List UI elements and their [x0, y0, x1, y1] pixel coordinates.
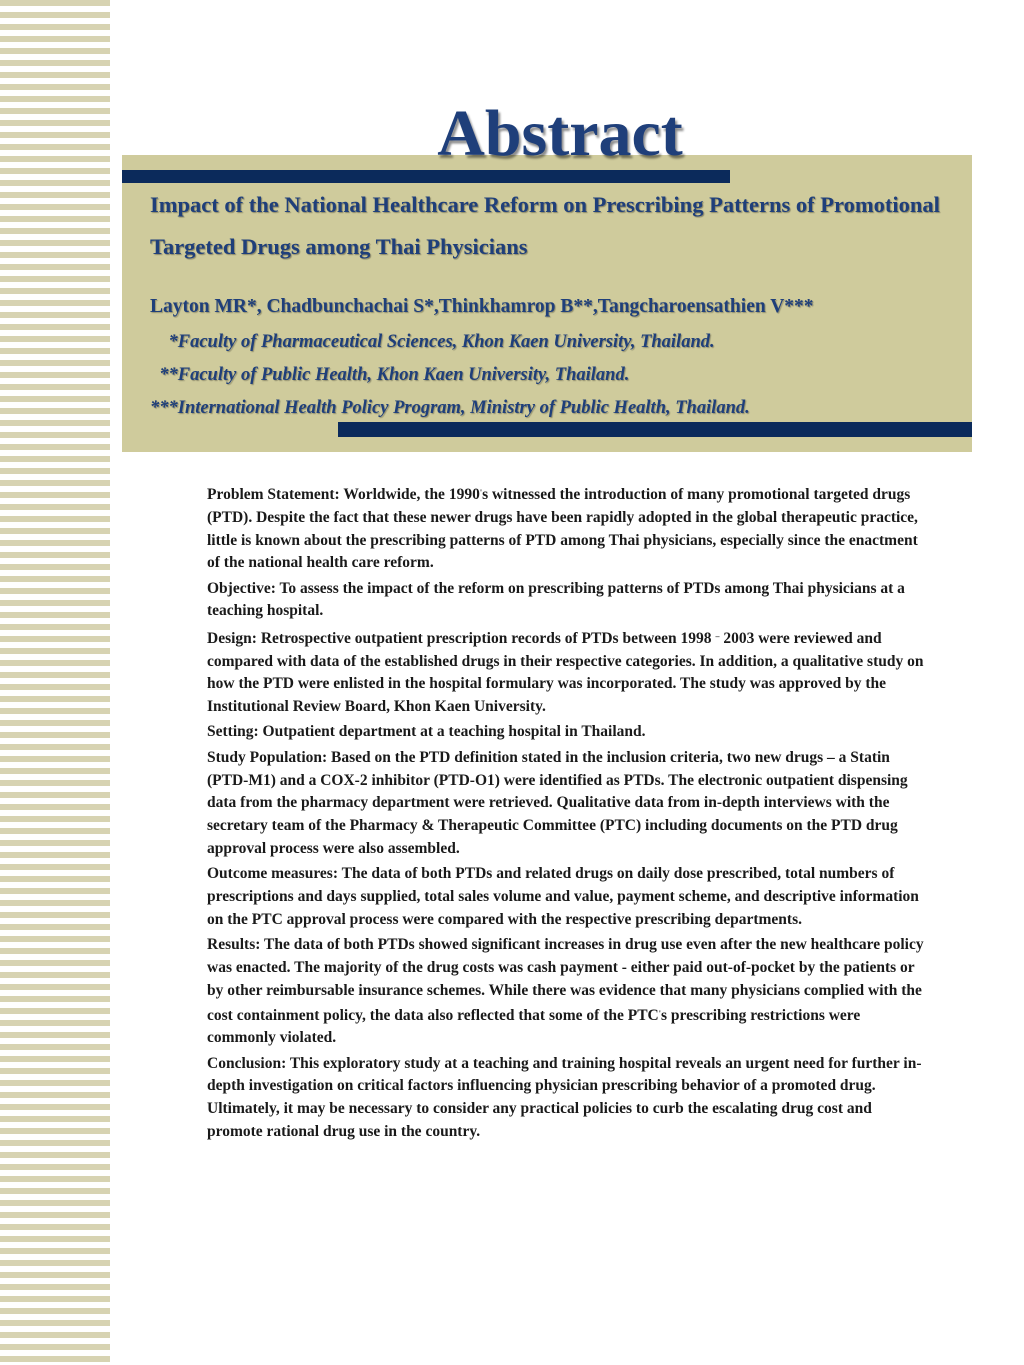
- section-design: [207, 626, 927, 719]
- affiliation-2: **Faculty of Public Health, Khon Kaen University, Thailand.: [150, 365, 630, 385]
- section-text: Worldwide, the 1990: [343, 486, 480, 503]
- section-setting: [207, 721, 927, 744]
- section-label: Objective:: [207, 579, 280, 597]
- section-text: The data of both PTDs and related drugs on daily dose prescribed, total numbers of prescriptions and days supplied, total sales volume and value, payment scheme, and descriptive information on the PTC approval process were compared with the respective prescribing departments.: [207, 865, 919, 928]
- page-title: Abstract: [437, 97, 683, 170]
- section-label: Conclusion:: [207, 1054, 290, 1072]
- decorative-bar-bottom: [338, 422, 972, 437]
- section-label: Outcome measures:: [207, 865, 342, 883]
- section-text: s witnessed the introduction of many promotional targeted drugs (PTD). Despite the fact that these newer drugs have been rapidly adopted in the global therapeutic practice, little is known about the prescribing patterns of PTD among Thai physicians, especially since the enactment of the national health care reform.: [207, 486, 918, 572]
- paper-title: Impact of the National Healthcare Reform on Prescribing Patterns of Promotional Targeted Drugs among Thai Physicians: [150, 192, 940, 259]
- section-label: Study Population:: [207, 748, 332, 766]
- section-text: This exploratory study at a teaching and training hospital reveals an urgent need for further in-depth investigation on critical factors influencing physician prescribing behavior of a promoted drug. Ultimately, it may be necessary to consider any practical policies to curb the escalating drug cost and promote rational drug use in the country.: [207, 1054, 922, 1141]
- section-problem-statement: [207, 482, 927, 575]
- section-label: Results:: [207, 936, 264, 954]
- section-study-population: [207, 747, 927, 861]
- apostrophe-mark: ': [658, 1008, 661, 1018]
- section-results: [207, 934, 927, 1050]
- section-text: The data of both PTDs showed significant increases in drug use even after the new healthcare policy was enacted. The majority of the drug costs was cash payment - either paid out-of-pocket by the patients or by other reimbursable insurance schemes. While there was evidence that many physicians complied with the cost containment policy, the data also reflected that some of the PTC: [207, 936, 924, 1024]
- section-text: s prescribing restrictions were commonly violated.: [207, 1006, 861, 1047]
- section-text: Retrospective outpatient prescription records of PTDs between 1998: [260, 629, 716, 647]
- section-objective: [207, 578, 927, 624]
- dash-mark: –: [715, 631, 720, 641]
- section-outcome-measures: [207, 863, 927, 931]
- section-text: Outpatient department at a teaching hospital in Thailand.: [262, 723, 646, 741]
- apostrophe-mark: ': [479, 488, 483, 497]
- section-text: To assess the impact of the reform on prescribing patterns of PTDs among Thai physicians at a teaching hospital.: [207, 579, 905, 620]
- section-label: Setting:: [207, 723, 263, 741]
- affiliation-3: ***International Health Policy Program, Ministry of Public Health, Thailand.: [150, 398, 750, 418]
- abstract-body: [207, 482, 927, 1146]
- section-text: 2003 were reviewed and compared with data of the established drugs in their respective categories. In addition, a qualitative study on how the PTD were enlisted in the hospital formulary was incorporated. The study was approved by the Institutional Review Board, Khon Kaen University.: [207, 629, 924, 716]
- section-label: Design:: [207, 629, 261, 647]
- section-conclusion: [207, 1053, 927, 1144]
- authors: Layton MR*, Chadbunchachai S*,Thinkhamrop B**,Tangcharoensathien V***: [150, 296, 814, 317]
- section-label: Problem Statement:: [207, 486, 344, 503]
- affiliation-1: *Faculty of Pharmaceutical Sciences, Khon Kaen University, Thailand.: [150, 332, 715, 352]
- section-text: Based on the PTD definition stated in the inclusion criteria, two new drugs – a Statin (PTD-M1) and a COX-2 inhibitor (PTD-O1) were identified as PTDs. The electronic outpatient dispensing data from the pharmacy department were retrieved. Qualitative data from in-depth interviews with the secretary team of the Pharmacy & Therapeutic Committee (PTC) including documents on the PTD drug approval process were also assembled.: [207, 748, 908, 857]
- decorative-stripes: [0, 0, 110, 1365]
